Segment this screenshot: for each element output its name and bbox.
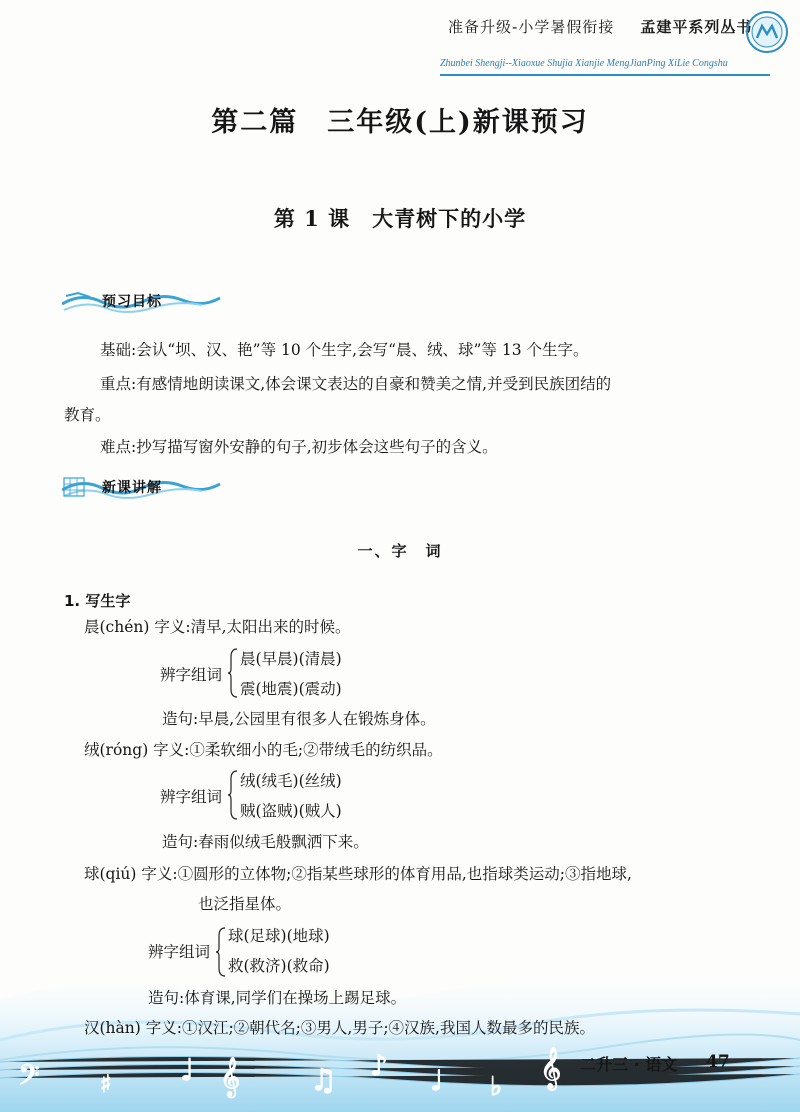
- goal-difficult: 难点:抄写描写窗外安静的句子,初步体会这些句子的含义。: [100, 438, 498, 456]
- svg-text:♯: ♯: [100, 1070, 112, 1098]
- example-sentence: 造句:体育课,同学们在操场上踢足球。: [148, 989, 407, 1007]
- group-line: 绒(绒毛)(丝绒): [240, 772, 342, 790]
- svg-text:𝄞: 𝄞: [540, 1048, 562, 1089]
- series-header: [448, 16, 752, 37]
- svg-text:♪: ♪: [370, 1049, 388, 1082]
- group-line: 震(地震)(震动): [240, 680, 342, 698]
- page-number: 47: [706, 1052, 730, 1072]
- brace-icon: [228, 647, 238, 699]
- series-pinyin: Zhunbei Shengji--Xiaoxue Shujia Xianjie MengJianPing XiLie Congshu: [440, 58, 728, 69]
- svg-text:𝄞: 𝄞: [220, 1057, 241, 1097]
- lesson-title: 第 1 课 大青树下的小学: [273, 206, 527, 231]
- char-group: [160, 645, 420, 701]
- series-brand: 孟建平系列丛书: [640, 18, 753, 36]
- brace-icon: [228, 769, 238, 821]
- part-title: 第二篇 三年级(上)新课预习: [211, 107, 589, 138]
- group-label: 辨字组词: [160, 788, 223, 806]
- subsection-title: 一、字 词: [357, 542, 443, 560]
- svg-text:𝄢: 𝄢: [18, 1059, 40, 1099]
- goal-key: 重点:有感情地朗读课文,体会课文表达的自豪和赞美之情,并受到民族团结的: [100, 375, 612, 393]
- char-entry: 球(qiú) 字义:①圆形的立体物;②指某些球形的体育用品,也指球类运动;③指地球,: [84, 865, 632, 883]
- write-heading: 1. 写生字: [64, 592, 131, 610]
- group-line: 球(足球)(地球): [228, 927, 330, 945]
- char-entry-cont: 也泛指星体。: [198, 895, 292, 913]
- group-line: 救(救济)(救命): [228, 957, 330, 975]
- svg-text:♩: ♩: [180, 1053, 195, 1088]
- goal-key-cont: 教育。: [64, 406, 111, 424]
- svg-text:♭: ♭: [490, 1072, 503, 1102]
- footer-brand: 二升三 · 语文: [580, 1055, 678, 1074]
- char-entry: 汉(hàn) 字义:①汉江;②朝代名;③男人,男子;④汉族,我国人数最多的民族。: [84, 1019, 595, 1037]
- group-line: 晨(早晨)(清晨): [240, 650, 342, 668]
- char-entry: 绒(róng) 字义:①柔软细小的毛;②带绒毛的纺织品。: [84, 741, 443, 759]
- svg-text:♫: ♫: [310, 1063, 337, 1098]
- example-sentence: 造句:春雨似绒毛般飘洒下来。: [162, 833, 369, 851]
- group-label: 辨字组词: [160, 666, 223, 684]
- goals-section-header: [62, 288, 222, 316]
- publisher-logo-icon: [745, 10, 789, 54]
- lesson-label: 新课讲解: [102, 480, 162, 496]
- lesson-section-header: [62, 474, 222, 502]
- char-group: [160, 767, 420, 823]
- group-label: 辨字组词: [148, 943, 211, 961]
- example-sentence: 造句:早晨,公园里有很多人在锻炼身体。: [162, 710, 436, 728]
- svg-text:♩: ♩: [430, 1064, 444, 1097]
- goal-basic: 基础:会认“坝、汉、艳”等 10 个生字,会写“晨、绒、球”等 13 个生字。: [100, 341, 589, 359]
- header-rule: [440, 74, 770, 76]
- goals-label: 预习目标: [102, 294, 162, 310]
- series-title: 准备升级-小学暑假衔接: [448, 18, 615, 36]
- group-line: 贼(盗贼)(贼人): [240, 802, 342, 820]
- char-entry: 晨(chén) 字义:清早,太阳出来的时候。: [84, 618, 351, 636]
